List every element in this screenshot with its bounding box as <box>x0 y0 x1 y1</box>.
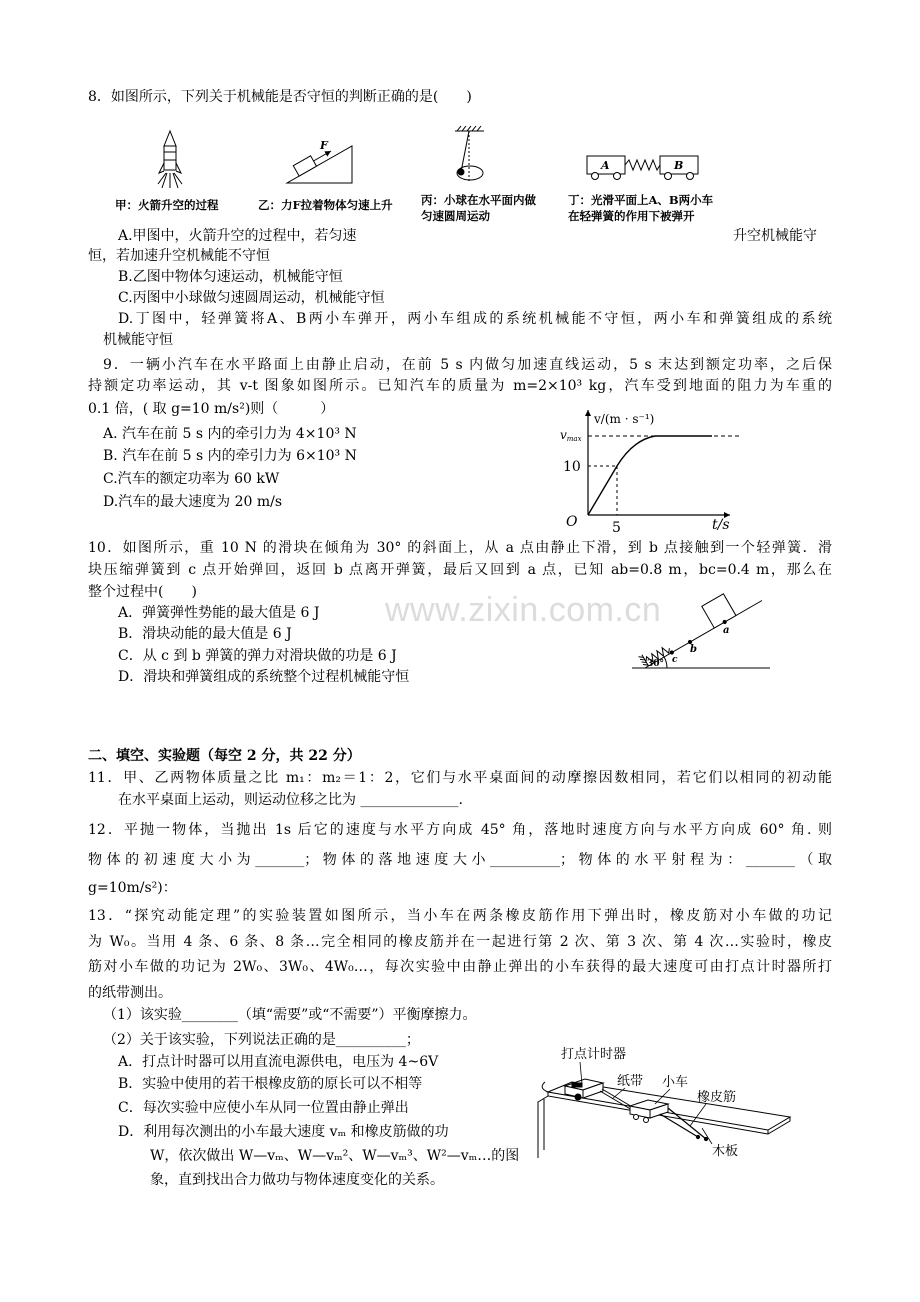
q13-part1: （1）该实验________（填“需要”或“不需要”）平衡摩擦力。 <box>103 1007 477 1023</box>
ceiling-hatch <box>457 126 481 131</box>
cart-b-wheel <box>687 173 694 180</box>
q11-line1: 11．甲、乙两物体质量之比 m₁：m₂＝1：2，它们与水平桌面间的动摩擦因数相同，若它们以相同的初动能 <box>88 770 832 786</box>
rocket-figure <box>158 131 182 188</box>
q8-caption-ding-line2: 在轻弹簧的作用下被弹开 <box>568 209 695 223</box>
cart-a-wheel <box>614 173 621 180</box>
q8-option-d-line1: D.丁图中，轻弹簧将A、B两小车弹开，两小车组成的系统机械能不守恒，两小车和弹簧组成的系统 <box>118 311 832 327</box>
q13-stem-line2: 为 W₀。当用 4 条、6 条、8 条…完全相同的橡皮筋并在一起进行第 2 次、第 3 次、第 4 次…实验时，橡皮 <box>88 934 832 950</box>
q8-caption-bing-line1: 丙：小球在水平面内做 <box>421 193 536 207</box>
q12-line2: 物体的初速度大小为_______；物体的落地速度大小__________；物体的水平射程为：_______（取 <box>88 852 832 868</box>
q13-option-d-line3: 象，直到找出合力做功与物体速度变化的关系。 <box>150 1172 444 1188</box>
point-a-label: a <box>723 625 730 636</box>
q10-stem-line1: 10．如图所示，重 10 N 的滑块在倾角为 30° 的斜面上，从 a 点由静止下滑，到 b 点接触到一个轻弹簧．滑 <box>88 540 832 556</box>
q13-part2: （2）关于该实验，下列说法正确的是__________； <box>103 1032 420 1048</box>
angle-arc <box>664 657 667 668</box>
vt-x-tick-5: 5 <box>612 520 621 536</box>
cart-b-wheel <box>665 173 672 180</box>
q9-stem-line2: 持额定功率运动，其 v-t 图象如图所示。已知汽车的质量为 m=2×10³ kg，汽车受到地面的阻力为车重的 <box>88 378 832 394</box>
velocity-curve <box>588 436 712 515</box>
q9-stem-line3: 0.1 倍，( 取 g=10 m/s²)则（ ） <box>88 401 335 417</box>
q13-option-d-line2: W，依次做出 W—vₘ、W—vₘ²、W—vₘ³、W²—vₘ…的图 <box>150 1148 520 1164</box>
q8-option-a-line1-right: 升空机械能守 <box>733 228 817 244</box>
vmax-subscript: max <box>566 435 582 443</box>
q9-option-d: D.汽车的最大速度为 20 m/s <box>103 494 283 510</box>
q10-option-a: A．弹簧弹性势能的最大值是 6 J <box>118 605 320 621</box>
slider-block <box>702 594 736 628</box>
incline-line <box>645 601 762 669</box>
spring <box>625 160 660 170</box>
cart-b-label: B <box>674 159 684 172</box>
rocket-fin-left <box>159 163 164 173</box>
q13-option-a: A．打点计时器可以用直流电源供电，电压为 4~6V <box>118 1054 439 1070</box>
q8-option-c: C.丙图中小球做匀速圆周运动，机械能守恒 <box>118 290 385 306</box>
pendulum-ball <box>458 169 464 175</box>
q9-stem-line1: 9．一辆小汽车在水平路面上由静止启动，在前 5 s 内做匀加速直线运动，5 s 末达到额定功率，之后保 <box>103 357 832 373</box>
watermark: www.zixin.com.cn <box>385 591 662 629</box>
point-c-label: c <box>672 655 678 665</box>
vt-x-axis-label: t/s <box>712 517 730 533</box>
q8-option-a-line1: A.甲图中，火箭升空的过程中，若匀速 <box>118 228 357 244</box>
q12-line1: 12．平抛一物体，当抛出 1s 后它的速度与水平方向成 45° 角，落地时速度方向与水平方向成 60° 角. 则 <box>88 822 832 838</box>
vt-vmax-label <box>560 428 582 443</box>
rubber-band-label: 橡皮筋 <box>697 1090 737 1105</box>
q8-caption-yi: 乙：力F拉着物体匀速上升 <box>258 198 393 212</box>
section2-header: 二、填空、实验题（每空 2 分，共 22 分） <box>88 748 361 764</box>
incline-angle-label: 30° <box>647 659 665 669</box>
rocket-body <box>164 146 176 170</box>
q8-option-a-line2: 恒，若加速升空机械能不守恒 <box>88 248 270 264</box>
board-hook <box>542 1082 548 1092</box>
q13-option-c: C．每次实验中应使小车从同一位置由静止弹出 <box>118 1100 409 1116</box>
force-label: F <box>320 139 328 152</box>
q8-stem: 8．如图所示，下列关于机械能是否守恒的判断正确的是( ) <box>88 89 472 105</box>
rocket-fin-right <box>176 163 181 173</box>
board-leg <box>538 1096 548 1158</box>
q10-stem-line3: 整个过程中( ) <box>88 584 197 600</box>
vt-y-tick-10: 10 <box>563 459 581 475</box>
q13-stem-line3: 筋对小车做的功记为 2W₀、3W₀、4W₀…，每次实验中由静止弹出的小车获得的最大速度可由打点计时器所打 <box>88 959 832 975</box>
board-label: 木板 <box>712 1144 739 1159</box>
vmax-symbol: v <box>560 428 567 442</box>
q12-line3: g=10m/s²)： <box>88 880 177 896</box>
q8-option-b: B.乙图中物体匀速运动，机械能守恒 <box>118 269 343 285</box>
q13-stem-line4: 的纸带测出。 <box>88 985 172 1001</box>
q9-option-a: A. 汽车在前 5 s 内的牵引力为 4×10³ N <box>103 426 357 442</box>
q10-option-b: B．滑块动能的最大值是 6 J <box>118 626 292 642</box>
rocket-exhaust <box>158 173 182 188</box>
q8-caption-ding-line1: 丁：光滑平面上A、B两小车 <box>568 193 714 207</box>
q10-option-d: D．滑块和弹簧组成的系统整个过程机械能守恒 <box>118 669 410 685</box>
q8-caption-bing-line2: 匀速圆周运动 <box>421 209 490 223</box>
rocket-nose <box>164 131 176 146</box>
tape-label: 纸带 <box>617 1074 644 1089</box>
q8-caption-jia: 甲：火箭升空的过程 <box>115 198 219 212</box>
q13-option-b: B．实验中使用的若干根橡皮筋的原长可以不相等 <box>118 1076 423 1092</box>
cart-label: 小车 <box>662 1075 689 1090</box>
q9-option-b: B. 汽车在前 5 s 内的牵引力为 6×10³ N <box>103 448 357 464</box>
q13-stem-line1: 13．“探究动能定理”的实验装置如图所示，当小车在两条橡皮筋作用下弹出时，橡皮筋对小车做的功记 <box>88 908 832 924</box>
block <box>293 156 316 176</box>
cart-a-wheel <box>592 173 599 180</box>
q10-stem-line2: 块压缩弹簧到 c 点开始弹回，返回 b 点离开弹簧，最后又回到 a 点，已知 ab=0.8 m，bc=0.4 m，那么在 <box>88 562 832 578</box>
cart-a-label: A <box>601 159 610 172</box>
q10-option-c: C．从 c 到 b 弹簧的弹力对滑块做的功是 6 J <box>118 648 397 664</box>
q8-option-d-line2: 机械能守恒 <box>103 332 173 348</box>
q9-option-c: C.汽车的额定功率为 60 kW <box>103 471 280 487</box>
vt-origin-label: O <box>566 514 578 530</box>
pendulum-figure <box>455 126 484 182</box>
point-b-label: b <box>690 644 697 655</box>
vt-y-axis-label: v/(m · s⁻¹) <box>594 412 655 426</box>
timer-label: 打点计时器 <box>561 1047 627 1062</box>
q13-option-d-line1: D．利用每次测出的小车最大速度 vₘ 和橡皮筋做的功 <box>118 1124 449 1140</box>
q11-line2: 在水平桌面上运动，则运动位移之比为 ______________. <box>118 792 463 808</box>
